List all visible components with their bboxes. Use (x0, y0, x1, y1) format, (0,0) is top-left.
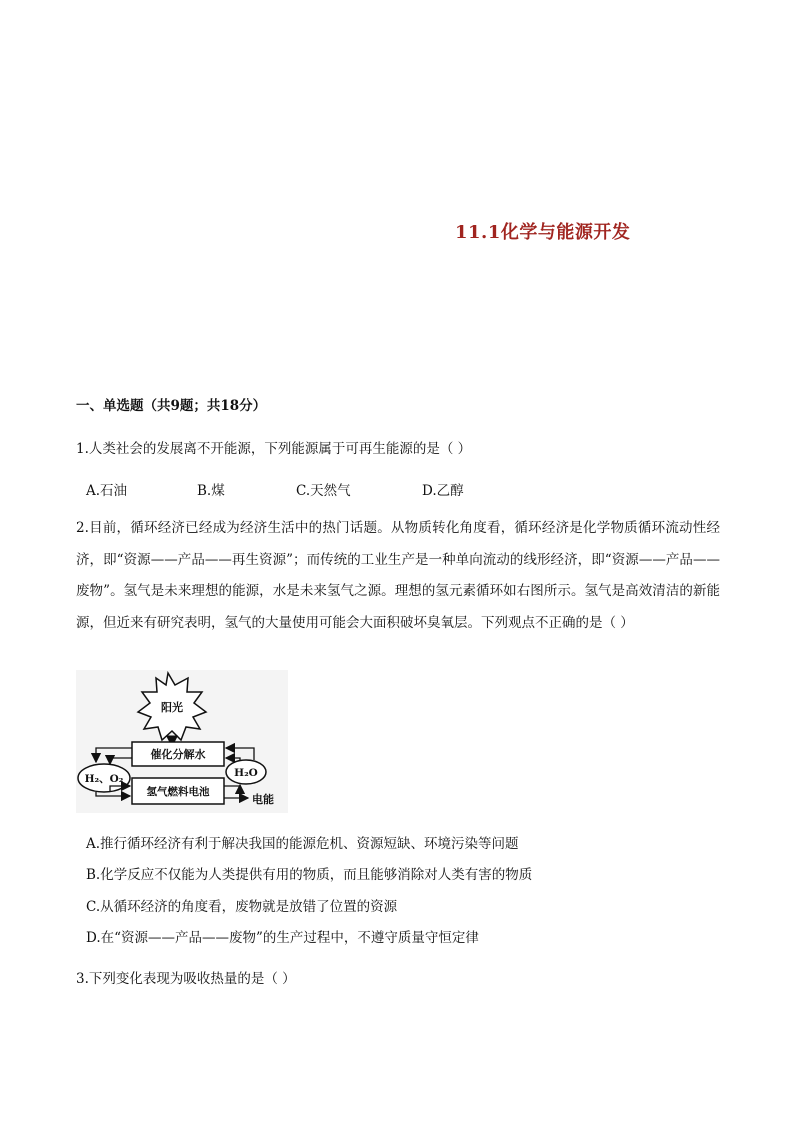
hydrogen-cycle-diagram (76, 670, 288, 813)
document-title: 11.1化学与能源开发 (455, 222, 631, 243)
question-1-option-b: B.煤 (197, 483, 225, 499)
left-oval-label: H₂、O₂ (84, 773, 124, 785)
sunburst-icon (138, 673, 206, 740)
bottom-box-label: 氢气燃料电池 (146, 786, 210, 798)
question-1-option-d: D.乙醇 (422, 483, 464, 499)
question-2-option-a: A.推行循环经济有利于解决我国的能源危机、资源短缺、环境污染等问题 (86, 836, 519, 852)
question-2-option-d: D.在“资源——产品——废物”的生产过程中，不遵守质量守恒定律 (86, 930, 479, 946)
question-1-option-c: C.天然气 (296, 483, 351, 499)
question-2-option-c: C.从循环经济的角度看，废物就是放错了位置的资源 (86, 899, 398, 915)
question-3-stem: 3.下列变化表现为吸收热量的是（ ） (76, 971, 296, 987)
question-1-option-a: A.石油 (86, 483, 128, 499)
section-heading: 一、单选题（共9题；共18分） (76, 398, 267, 414)
top-box-label: 催化分解水 (150, 748, 206, 761)
question-2-stem: 2.目前，循环经济已经成为经济生活中的热门话题。从物质转化角度看，循环经济是化学物质循环流动性经济，即“资源——产品——再生资源”；而传统的工业生产是一种单向流动的线形经济，即“资源——产品——废物”。氢气是未来理想的能源，水是未来氢气之源。理想的氢元素循环如右图所示。氢气是高效清洁的新能源，但近来有研究表明，氢气的大量使用可能会大面积破坏臭氧层。下列观点不正确的是（ ） (76, 520, 720, 631)
question-2-option-b: B.化学反应不仅能为人类提供有用的物质，而且能够消除对人类有害的物质 (86, 867, 533, 883)
sun-label: 阳光 (161, 701, 183, 714)
question-1-stem: 1.人类社会的发展离不开能源，下列能源属于可再生能源的是（ ） (76, 441, 472, 457)
right-oval-label: H₂O (234, 767, 258, 779)
electricity-label: 电能 (252, 793, 274, 806)
